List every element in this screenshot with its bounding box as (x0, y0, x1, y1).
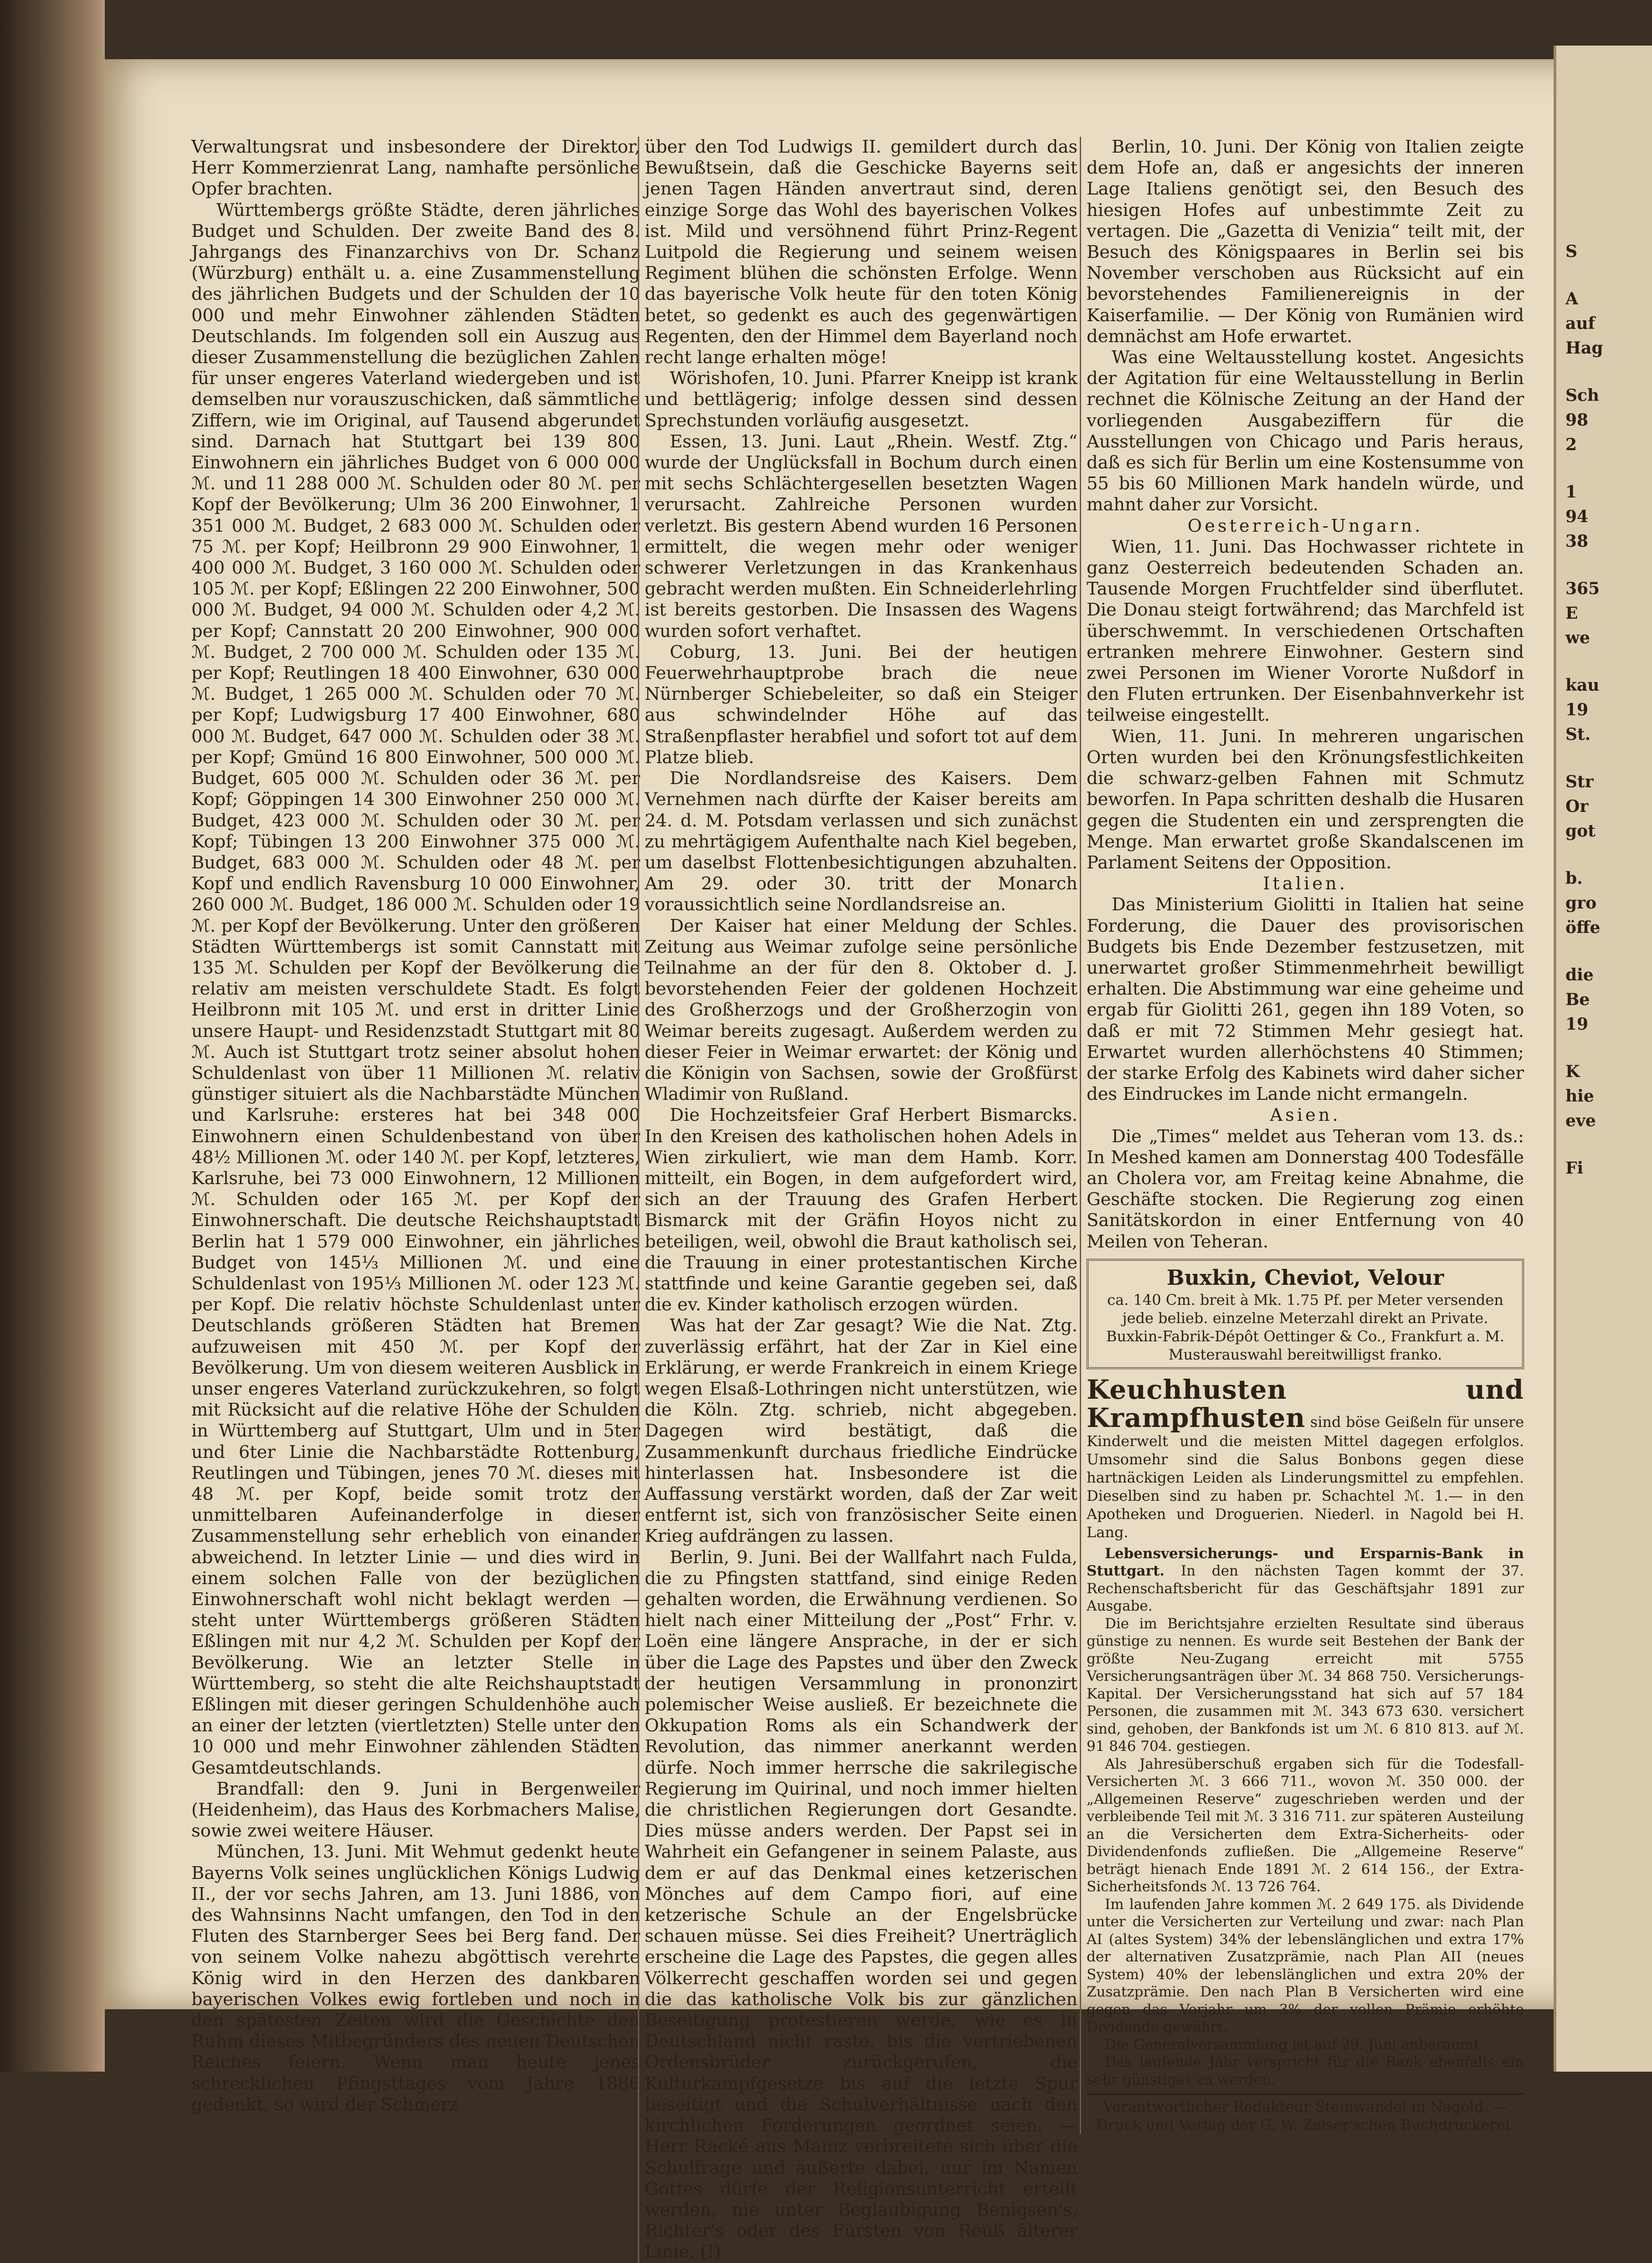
facing-page-fragment: b. (1565, 869, 1583, 888)
facing-page-fragment: 2 (1565, 435, 1577, 454)
article-wien-hochwasser: Wien, 11. Juni. Das Hochwasser richtete in ganz Oesterreich bedeutenden Schaden an. Tausende Morgen Fruchtfelder sind überflutet. Die Donau steigt fortwährend; das Marchfeld ist überschwemmt. In verschiedenen Ortschaften ertranken mehrere Einwohner. Gestern sind zwei Personen im Wiener Vororte Nußdorf in den Fluten ertrunken. Der Eisenbahnverkehr ist teilweise eingestellt. (1087, 536, 1524, 726)
facing-page-fragment: 365 (1565, 579, 1600, 598)
facing-page-fragment: Or (1565, 797, 1589, 816)
ad-title: Buxkin, Cheviot, Velour (1166, 1265, 1444, 1290)
facing-page-fragment: 38 (1565, 532, 1589, 551)
facing-page-fragment: Str (1565, 772, 1594, 791)
ad-text: Als Jahresüberschuß ergaben sich für die Todesfall-Versicherten ℳ. 3 666 711., wovon ℳ. 350 000. der „Allgemeinen Reserve“ zugeschrieben werden und der verbleibende Teil mit ℳ. 3 316 711. zur späteren Austeilung an die Versicherten dem Extra-Sicherheits- oder Dividendenfonds zufließen. Die „Allgemeine Reserve“ beträgt hienach Ende 1891 ℳ. 2 614 156., der Extra-Sicherheitsfonds ℳ. 13 726 764. (1087, 1755, 1524, 1895)
facing-page-fragment: Hag (1565, 339, 1603, 358)
facing-page-edge (1554, 46, 1652, 2072)
facing-page-fragment: S (1565, 242, 1577, 261)
article-berlin-fulda: Berlin, 9. Juni. Bei der Wallfahrt nach Fulda, die zu Pfingsten stattfand, sind einige Reden gehalten worden, die Erwähnung verdienen. So hielt nach einer Mitteilung der „Post“ Frhr. v. Loën eine längere Ansprache, in der er sich über die Lage des Papstes und über den Zweck der heutigen Versammlung in prononzirt polemischer Weise ausließ. Er bezeichnete die Okkupation Roms als ein Schandwerk der Revolution, das nimmer anerkannt werden dürfe. Noch immer herrsche die sakrilegische Regierung im Quirinal, und noch immer hielten die christlichen Regierungen dort Gesandte. Dies müsse anders werden. Der Papst sei in Wahrheit ein Gefangener in seinem Palaste, aus dem er auf das Denkmal eines ketzerischen Mönches auf dem Campo fiori, auf eine ketzerische Schule an der Engelsbrücke schauen müsse. Sei dies Freiheit? Unerträglich erscheine die Lage des Papstes, die gegen alles Völkerrecht geschaffen worden sei und gegen die das katholische Volk bis zur gänzlichen Beseitigung protestieren werde, wie es in Deutschland nicht raste, bis die vertriebenen Ordensbrüder zurückgerufen, die Kulturkampfgesetze bis auf die letzte Spur beseitigt und die Schulverhältnisse nach den kirchlichen Forderungen geordnet seien. — Herr Racké aus Mainz verbreitete sich über die Schulfrage und äußerte dabei, nur im Namen Gottes dürfe der Religionsunterricht erteilt werden, nie unter Beglaubigung Benigsen's, Richter's oder des Fürsten von Reuß älterer Linie. (!) (645, 1547, 1077, 2263)
facing-page-fragment: gro (1565, 893, 1597, 913)
article-giolitti: Das Ministerium Giolitti in Italien hat seine Forderung, die Dauer des provisorischen Budgets bis Ende Dezember festzusetzen, mit unerwartet großer Stimmenmehrheit bewilligt erhalten. Die Abstimmung war eine geheime und ergab für Giolitti 261, gegen ihn 189 Voten, so daß er mit 72 Stimmen Mehr gesiegt hat. Erwartet wurden allerhöchstens 40 Stimmen; der starke Erfolg des Kabinets wird daher sicher des Eindruckes im Lande nicht ermangeln. (1087, 894, 1524, 1105)
facing-page-fragment: hie (1565, 1087, 1594, 1106)
ad-text: Die im Berichtsjahre erzielten Resultate sind überaus günstige zu nennen. Es wurde seit Bestehen der Bank der größte Neu-Zugang erreicht mit 5755 Versicherungsanträgen über ℳ. 34 868 750. Versicherungs-Kapital. Der Versicherungsstand hat sich auf 57 184 Personen, die zusammen mit ℳ. 343 673 630. versichert sind, gehoben, der Bankfonds ist um ℳ. 6 810 813. auf ℳ. 91 846 704. gestiegen. (1087, 1615, 1524, 1755)
ad-text: Im laufenden Jahre kommen ℳ. 2 649 175. als Dividende unter die Versicherten zur Verteilung und zwar: nach Plan AI (altes System) 34% der lebenslänglichen und extra 17% der alternativen Zusatzprämie, nach Plan AII (neues System) 40% der lebenslänglichen und extra 20% der Zusatzprämie. Den nach Plan B Versicherten wird eine gegen das Vorjahr um 3% der vollen Prämie erhöhte Dividende gewährt. (1087, 1896, 1524, 2036)
facing-page-fragment: Sch (1565, 386, 1600, 405)
ad-title: Lebensversicherungs- und Ersparnis-Bank in Stuttgart. (1087, 1545, 1524, 1580)
article-city-budgets: Württembergs größte Städte, deren jährliches Budget und Schulden. Der zweite Band des 8. Jahrgangs des Finanzarchivs von Dr. Schanz (Würzburg) enthält u. a. eine Zusammenstellung des jährlichen Budgets und der Schulden der 10 000 und mehr Einwohner zählenden Städten Deutschlands. Im folgenden soll ein Auszug aus dieser Zusammenstellung die bezüglichen Zahlen für unser engeres Vaterland wiedergeben und ist demselben nur vorauszuschicken, daß sämmtliche Ziffern, wie im Original, auf Tausend abgerundet sind. Darnach hat Stuttgart bei 139 800 Einwohnern ein jährliches Budget von 6 000 000 ℳ. und 11 288 000 ℳ. Schulden oder 80 ℳ. per Kopf der Bevölkerung; Ulm 36 200 Einwohner, 1 351 000 ℳ. Budget, 2 683 000 ℳ. Schulden oder 75 ℳ. per Kopf; Heilbronn 29 900 Einwohner, 1 400 000 ℳ. Budget, 3 160 000 ℳ. Schulden oder 105 ℳ. per Kopf; Eßlingen 22 200 Einwohner, 500 000 ℳ. Budget, 94 000 ℳ. Schulden oder 4,2 ℳ. per Kopf; Cannstatt 20 200 Einwohner, 900 000 ℳ. Budget, 2 700 000 ℳ. Schulden oder 135 ℳ. per Kopf; Reutlingen 18 400 Einwohner, 630 000 ℳ. Budget, 1 265 000 ℳ. Schulden oder 70 ℳ. per Kopf; Ludwigsburg 17 400 Einwohner, 680 000 ℳ. Budget, 647 000 ℳ. Schulden oder 38 ℳ. per Kopf; Gmünd 16 800 Einwohner, 500 000 ℳ. Budget, 605 000 ℳ. Schulden oder 36 ℳ. per Kopf; Göppingen 14 300 Einwohner 250 000 ℳ. Budget, 423 000 ℳ. Schulden oder 30 ℳ. per Kopf; Tübingen 13 200 Einwohner 375 000 ℳ. Budget, 683 000 ℳ. Schulden oder 48 ℳ. per Kopf und endlich Ravensburg 10 000 Einwohner, 260 000 ℳ. Budget, 186 000 ℳ. Schulden oder 19 ℳ. per Kopf der Bevölkerung. Unter den größeren Städten Württembergs ist somit Cannstatt mit 135 ℳ. Schulden per Kopf der Bevölkerung die relativ am meisten verschuldete Stadt. Es folgt Heilbronn mit 105 ℳ. und erst in dritter Linie unsere Haupt- und Residenzstadt Stuttgart mit 80 ℳ. Auch ist Stuttgart trotz seiner absolut hohen Schuldenlast von über 11 Millionen ℳ. relativ günstiger situiert als die Nachbarstädte München und Karlsruhe: ersteres hat bei 348 000 Einwohnern einen Schuldenbestand von über 48½ Millionen ℳ. oder 140 ℳ. per Kopf, letzteres, Karlsruhe, bei 73 000 Einwohnern, 12 Millionen ℳ. Schulden oder 165 ℳ. per Kopf der Einwohnerschaft. Die deutsche Reichshauptstadt Berlin hat 1 579 000 Einwohner, ein jährliches Budget von 145⅓ Millionen ℳ. und eine Schuldenlast von 195⅓ Millionen ℳ. oder 123 ℳ. per Kopf. Die relativ höchste Schuldenlast unter Deutschlands größeren Städten hat Bremen aufzuweisen mit 450 ℳ. per Kopf der Bevölkerung. Um von diesem weiteren Ausblick in unser engeres Vaterland zurückzukehren, so folgt mit Rücksicht auf die relative Höhe der Schulden in Württemberg auf Stuttgart, Ulm und in 5ter und 6ter Linie die Nachbarstädte Rottenburg, Reutlingen und Tübingen, jenes 70 ℳ. dieses mit 48 ℳ. per Kopf, beide somit trotz der unmittelbaren Aufeinanderfolge in dieser Zusammenstellung sehr erheblich von einander abweichend. In letzter Linie — und dies wird in einem solchen Falle von der bezüglichen Einwohnerschaft wohl nicht beklagt werden — steht unter Württembergs größeren Städten Eßlingen mit nur 4,2 ℳ. Schulden per Kopf der Bevölkerung. Wie an letzter Stelle in Württemberg, so steht die alte Reichshauptstadt Eßlingen mit dieser geringen Schuldenhöhe auch an einer der letzten (viertletzten) Stelle unter den 10 000 und mehr Einwohner zählenden Städten Gesamtdeutschlands. (191, 200, 640, 1778)
facing-page-fragment: 1 (1565, 482, 1577, 502)
facing-page-fragment: St. (1565, 725, 1591, 744)
section-heading: Oesterreich-Ungarn. (1187, 515, 1423, 536)
facing-page-fragment: kau (1565, 676, 1600, 695)
facing-page-fragment: 94 (1565, 507, 1589, 526)
article-nordlandsreise: Die Nordlandsreise des Kaisers. Dem Vernehmen nach dürfte der Kaiser bereits am 24. d. M. Potsdam verlassen und sich zunächst zu mehrtägigem Aufenthalte nach Kiel begeben, um daselbst Flottenbesichtigungen abzuhalten. Am 29. oder 30. tritt der Monarch voraussichtlich seine Nordlandsreise an. (645, 768, 1077, 915)
facing-page-fragment: A (1565, 289, 1578, 308)
ad-text: In den nächsten Tagen kommt der 37. Rechenschaftsbericht für das Geschäftsjahr 1891 zur Ausgabe. (1087, 1563, 1524, 1615)
ad-body: sind böse Geißeln für unsere Kinderwelt und die meisten Mittel dagegen erfolglos. Umsomehr sind die Salus Bonbons gegen diese hartnäckigen Leiden als Linderungsmittel zu empfehlen. Dieselben sind zu haben pr. Schachtel ℳ. 1.— in den Apotheken und Droguerien. Niederl. in Nagold bei H. Lang. (1087, 1413, 1524, 1541)
article-zar: Was hat der Zar gesagt? Wie die Nat. Ztg. zuverlässig erfährt, hat der Zar in Kiel eine Erklärung, er werde Frankreich in einem Kriege wegen Elsaß-Lothringen nicht unterstützen, wie die Köln. Ztg. schrieb, nicht abgegeben. Dagegen wird bestätigt, daß die Zusammenkunft durchaus friedliche Eindrücke hinterlassen hat. Insbesondere ist die Auffassung verstärkt worden, daß der Zar weit entfernt ist, sich von französischer Seite einen Krieg aufdrängen zu lassen. (645, 1315, 1077, 1547)
advertisement-buxkin (1087, 1259, 1524, 1369)
article-text: über den Tod Ludwigs II. gemildert durch das Bewußtsein, daß die Geschicke Bayerns seit jenen Tagen Händen anvertraut sind, deren einzige Sorge das Wohl des bayerischen Volkes ist. Mild und versöhnend führt Prinz-Regent Luitpold die Regierung und seinem weisen Regiment blühen die schönsten Erfolge. Wenn das bayerische Volk heute für den toten König betet, so gedenkt es auch des gegenwärtigen Regenten, den der Himmel dem Bayerland noch recht lange erhalten möge! (645, 137, 1077, 368)
facing-page-fragment: die (1565, 965, 1594, 985)
facing-page-fragment: Be (1565, 990, 1590, 1009)
article-coburg: Coburg, 13. Juni. Bei der heutigen Feuerwehrhauptprobe brach die neue Nürnberger Schiebeleiter, so daß ein Steiger aus schwindelnder Höhe auf das Straßenpflaster herabfiel und sofort tot auf dem Platze blieb. (645, 641, 1077, 768)
advertisement-lebensversicherung (1087, 1545, 1524, 2089)
article-cholera: Die „Times“ meldet aus Teheran vom 13. ds.: In Meshed kamen am Donnerstag 400 Todesfälle an Cholera vor, am Freitag keine Abnahme, die Geschäfte stocken. Die Regierung zog einen Sanitätskordon in einer Entfernung von 40 Meilen von Teheran. (1087, 1126, 1524, 1252)
column-2 (638, 137, 1077, 2263)
article-kaiser-weimar: Der Kaiser hat einer Meldung der Schles. Zeitung aus Weimar zufolge seine persönliche Teilnahme an der für den 8. Oktober d. J. bevorstehenden Feier der goldenen Hochzeit des Großherzogs und der Großherzogin von Weimar bereits zugesagt. Außerdem werden zu dieser Feier in Weimar erwartet: der König und die Königin von Sachsen, sowie der Großfürst Wladimir von Rußland. (645, 915, 1077, 1105)
article-essen: Essen, 13. Juni. Laut „Rhein. Westf. Ztg.“ wurde der Unglücksfall in Bochum durch einen mit sechs Schlächtergesellen besetzten Wagen verursacht. Zahlreiche Personen wurden verletzt. Bis gestern Abend wurden 16 Personen ermittelt, die wegen mehr oder weniger schwerer Verletzungen in das Krankenhaus gebracht werden mußten. Ein Schneiderlehrling ist bereits gestorben. Die Insassen des Wagens wurden sofort verhaftet. (645, 431, 1077, 641)
ad-title: Keuchhusten und Krampfhusten (1087, 1374, 1524, 1433)
ad-text: Das laufende Jahr verspricht für die Bank ebenfalls ein sehr günstiges zu werden. (1087, 2054, 1524, 2088)
facing-page-fragment: öffe (1565, 918, 1601, 937)
facing-page-fragment: got (1565, 821, 1596, 841)
ad-text: Die Generalversammlung ist auf 29. Juni anberaumt. (1105, 2036, 1484, 2053)
article-berlin-italien: Berlin, 10. Juni. Der König von Italien zeigte dem Hofe an, daß er angesichts der inneren Lage Italiens genötigt sei, den Besuch des hiesigen Hofes auf unbestimmte Zeit zu vertagen. Die „Gazetta di Venizia“ teilt mit, der Besuch des Königspaares in Berlin sei bis November verschoben aus Rücksicht auf ein bevorstehendes Familienereignis in der Kaiserfamilie. — Der König von Rumänien wird demnächst am Hofe erwartet. (1087, 137, 1524, 347)
facing-page-fragment: E (1565, 604, 1578, 623)
facing-page-fragment: K (1565, 1062, 1580, 1081)
facing-page-fragment: Fi (1565, 1159, 1584, 1178)
facing-page-fragment: 98 (1565, 411, 1589, 430)
ad-body: ca. 140 Cm. breit à Mk. 1.75 Pf. per Meter versenden jede belieb. einzelne Meterzahl direkt an Private. Buxkin-Fabrik-Dépôt Oettinger & Co., Frankfurt a. M. Musterauswahl bereitwilligst franko. (1106, 1291, 1505, 1363)
section-heading: Asien. (1270, 1105, 1341, 1126)
article-muenchen: München, 13. Juni. Mit Wehmut gedenkt heute Bayerns Volk seines unglücklichen Königs Ludwig II., der vor sechs Jahren, am 13. Juni 1886, von des Wahnsinns Nacht umfangen, den Tod in den Fluten des Starnberger Sees bei Berg fand. Der von seinem Volke nahezu abgöttisch verehrte König wird in den Herzen des dankbaren bayerischen Volkes ewig fortleben und noch in den spätesten Zeiten wird die Geschichte den Ruhm dieses Mitbegründers des neuen Deutschen Reiches feiern. Wenn man heute jenes schrecklichen Pfingsttages vom Jahre 1886 gedenkt, so wird der Schmerz (191, 1842, 640, 2115)
facing-page-fragment: 19 (1565, 1015, 1589, 1034)
book-binding (0, 0, 105, 2072)
article-wien-ungarn: Wien, 11. Juni. In mehreren ungarischen Orten wurden bei den Krönungsfestlichkeiten die schwarz-gelben Fahnen mit Schmutz beworfen. In Papa schritten deshalb die Husaren gegen die Studenten ein und zersprengten die Menge. Man erwartet große Skandalscenen im Parlament Seitens der Opposition. (1087, 726, 1524, 873)
article-bismarck-hochzeit: Die Hochzeitsfeier Graf Herbert Bismarcks. In den Kreisen des katholischen hohen Adels in Wien zirkuliert, wie man dem Hamb. Korr. mitteilt, ein Bogen, in dem aufgefordert wird, sich an der Trauung des Grafen Herbert Bismarck mit der Gräfin Hoyos nicht zu beteiligen, weil, obwohl die Braut katholisch sei, die Trauung in einer protestantischen Kirche stattfinde und keine Garantie gegeben sei, daß die ev. Kinder katholisch erzogen würden. (645, 1105, 1077, 1315)
facing-page-fragment: 19 (1565, 700, 1589, 719)
article-text: Verwaltungsrat und insbesondere der Direktor, Herr Kommerzienrat Lang, namhafte persönliche Opfer brachten. (191, 137, 640, 200)
imprint-editor: Verantwortlicher Redakteur Steinwandel in Nagold. — (1103, 2098, 1508, 2116)
facing-page-text-fragments (1565, 241, 1603, 1183)
column-1 (191, 137, 640, 2115)
imprint (1087, 2093, 1524, 2134)
article-brandfall: Brandfall: den 9. Juni in Bergenweiler (Heidenheim), das Haus des Korbmachers Malise, sowie zwei weitere Häuser. (191, 1778, 640, 1842)
article-weltausstellung: Was eine Weltausstellung kostet. Angesichts der Agitation für eine Weltausstellung in Berlin rechnet die Kölnische Zeitung an der Hand der vorliegenden Ausgabeziffern für die Ausstellungen von Chicago und Paris heraus, daß es sich für Berlin um eine Kostensumme von 55 bis 60 Millionen Mark handeln würde, und mahnt daher zur Vorsicht. (1087, 347, 1524, 515)
imprint-publisher: Druck und Verlag der G. W. Zaiser'schen Buchdruckerei. (1096, 2116, 1515, 2134)
column-3 (1080, 137, 1524, 2134)
facing-page-fragment: auf (1565, 314, 1595, 333)
section-heading: Italien. (1263, 873, 1348, 894)
article-woerishofen: Wörishofen, 10. Juni. Pfarrer Kneipp ist krank und bettlägerig; infolge dessen sind dessen Sprechstunden vorläufig ausgesetzt. (645, 368, 1077, 431)
facing-page-fragment: eve (1565, 1111, 1596, 1130)
facing-page-fragment: we (1565, 628, 1590, 647)
advertisement-keuchhusten (1087, 1375, 1524, 1541)
